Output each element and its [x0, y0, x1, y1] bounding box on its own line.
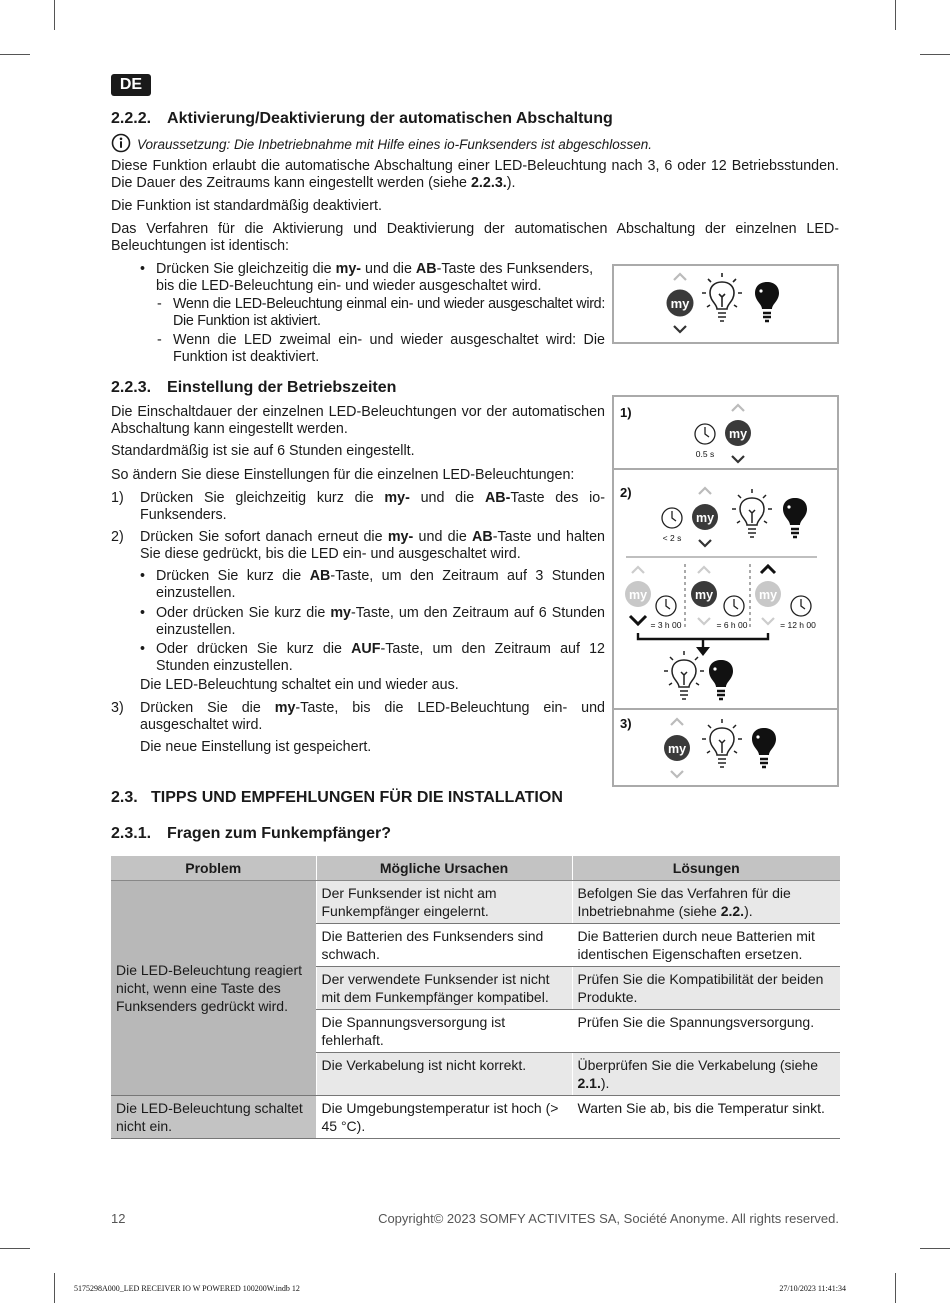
- figure-operating-times: [612, 395, 839, 787]
- dash-mark: -: [157, 296, 162, 312]
- figure-activation: [612, 264, 839, 344]
- table-row: [111, 1096, 840, 1139]
- solution-cell: Prüfen Sie die Kompatibilität der beiden Produkte.: [572, 967, 840, 1010]
- cause-cell: Die Batterien des Funksenders sind schwach.: [316, 924, 572, 967]
- option-3h: Drücken Sie kurz die AB-Taste, um den Zeitraum auf 3 Stunden einzustellen.: [156, 568, 605, 601]
- cause-cell: Der verwendete Funksender ist nicht mit dem Funkempfänger kompatibel.: [316, 967, 572, 1010]
- bulb-outline-icon: [702, 719, 742, 767]
- solution-cell: Warten Sie ab, bis die Temperatur sinkt.: [572, 1096, 840, 1139]
- step-number: 3): [111, 700, 124, 716]
- step-number: 1): [111, 490, 124, 506]
- solution-cell: Überprüfen Sie die Verkabelung (siehe 2.1.).: [572, 1053, 840, 1096]
- crop-mark: [54, 0, 55, 30]
- step-3-result: Die neue Einstellung ist gespeichert.: [140, 739, 372, 755]
- crop-mark: [895, 0, 896, 30]
- table-header-row: [111, 856, 840, 881]
- svg-text:my: my: [758, 588, 778, 602]
- clock-icon: [695, 424, 715, 444]
- svg-text:my: my: [728, 427, 748, 441]
- section-heading-222: 2.2.2. Aktivierung/Deaktivierung der automatischen Abschaltung: [111, 110, 613, 127]
- svg-text:3): 3): [620, 716, 632, 731]
- paragraph-function: Diese Funktion erlaubt die automatische Abschaltung einer LED-Beleuchtung nach 3, 6 oder 12 Betriebsstunden. Die Dauer des Zeitraums kann eingestellt werden (siehe 2.2.3.).: [111, 158, 839, 191]
- solution-cell: Die Batterien durch neue Batterien mit identischen Eigenschaften ersetzen.: [572, 924, 840, 967]
- svg-text:my: my: [694, 588, 714, 602]
- header-causes: Mögliche Ursachen: [316, 856, 572, 881]
- crop-mark: [0, 1248, 30, 1249]
- paragraph-duration: Die Einschaltdauer der einzelnen LED-Beleuchtungen vor der automatischen Abschaltung kann eingestellt werden.: [111, 404, 605, 437]
- crop-mark: [0, 54, 30, 55]
- bulb-filled-icon: [752, 728, 776, 767]
- cause-cell: Die Umgebungstemperatur ist hoch (> 45 °C).: [316, 1096, 572, 1139]
- solution-cell: Befolgen Sie das Verfahren für die Inbetriebnahme (siehe 2.2.).: [572, 881, 840, 924]
- print-timestamp: 27/10/2023 11:41:34: [779, 1284, 846, 1293]
- cause-cell: Der Funksender ist nicht am Funkempfänger eingelernt.: [316, 881, 572, 924]
- bulb-filled-icon: [709, 660, 733, 699]
- cause-cell: Die Verkabelung ist nicht korrekt.: [316, 1053, 572, 1096]
- crop-mark: [920, 1248, 950, 1249]
- paragraph-standard: Standardmäßig ist sie auf 6 Stunden eingestellt.: [111, 443, 415, 459]
- svg-text:my: my: [628, 588, 648, 602]
- problem-cell: Die LED-Beleuchtung reagiert nicht, wenn eine Taste des Funksenders gedrückt wird.: [111, 881, 316, 1096]
- operating-times-illustration: [614, 397, 837, 785]
- dash-deactivated: Wenn die LED zweimal ein- und wieder ausgeschaltet wird: Die Funktion ist deaktiviert.: [173, 332, 605, 365]
- svg-text:my: my: [670, 296, 690, 311]
- cause-cell: Die Spannungsversorgung ist fehlerhaft.: [316, 1010, 572, 1053]
- step-2-result: Die LED-Beleuchtung schaltet ein und wieder aus.: [140, 677, 459, 693]
- clock-icon: [791, 596, 811, 616]
- dash-activated: Wenn die LED-Beleuchtung einmal ein- und wieder ausgeschaltet wird: Die Funktion ist aktiviert.: [173, 296, 605, 329]
- solution-cell: Prüfen Sie die Spannungsversorgung.: [572, 1010, 840, 1053]
- copyright: Copyright© 2023 SOMFY ACTIVITES SA, Société Anonyme. All rights reserved.: [378, 1211, 839, 1226]
- section-heading-23: 2.3. TIPPS UND EMPFEHLUNGEN FÜR DIE INSTALLATION: [111, 789, 563, 806]
- svg-text:0.5 s: 0.5 s: [695, 449, 715, 459]
- step-1: Drücken Sie gleichzeitig kurz die my- und die AB-Taste des io-Funksenders.: [140, 490, 605, 523]
- prerequisite-note: Voraussetzung: Die Inbetriebnahme mit Hilfe eines io-Funksenders ist abgeschlossen.: [111, 133, 652, 153]
- bulb-filled-icon: [783, 498, 807, 537]
- bullet-dot: •: [140, 641, 146, 657]
- bullet-press-buttons: Drücken Sie gleichzeitig die my- und die AB-Taste des Funksenders, bis die LED-Beleuchtung ein- und wieder ausgeschaltet wird.: [156, 261, 594, 294]
- step-number: 2): [111, 529, 124, 545]
- bulb-outline-icon: [732, 489, 772, 537]
- crop-mark: [895, 1273, 896, 1303]
- crop-mark: [54, 1273, 55, 1303]
- svg-text:1): 1): [620, 405, 632, 420]
- problem-cell: Die LED-Beleuchtung schaltet nicht ein.: [111, 1096, 316, 1139]
- header-solutions: Lösungen: [572, 856, 840, 881]
- paragraph-default: Die Funktion ist standardmäßig deaktiviert.: [111, 198, 382, 214]
- clock-icon: [724, 596, 744, 616]
- clock-icon: [656, 596, 676, 616]
- section-heading-231: 2.3.1. Fragen zum Funkempfänger?: [111, 825, 392, 842]
- bullet-dot: •: [140, 605, 146, 621]
- option-6h: Oder drücken Sie kurz die my-Taste, um den Zeitraum auf 6 Stunden einzustellen.: [156, 605, 605, 638]
- bulb-outline-icon: [664, 651, 704, 699]
- crop-mark: [920, 54, 950, 55]
- bullet-dot: •: [140, 261, 146, 277]
- bullet-dot: •: [140, 568, 146, 584]
- section-heading-223: 2.2.3. Einstellung der Betriebszeiten: [111, 379, 397, 396]
- clock-icon: [662, 508, 682, 528]
- file-slug: 5175298A000_LED RECEIVER IO W POWERED 100200W.indb 12: [74, 1284, 300, 1293]
- activation-illustration: [614, 266, 837, 342]
- troubleshooting-table: [111, 856, 840, 1139]
- svg-text:< 2 s: < 2 s: [662, 533, 682, 543]
- header-problem: Problem: [111, 856, 316, 881]
- page-number: 12: [111, 1211, 126, 1226]
- svg-text:= 3 h 00: = 3 h 00: [650, 620, 682, 630]
- bulb-outline-icon: [702, 273, 742, 321]
- svg-text:= 12 h 00: = 12 h 00: [780, 620, 816, 630]
- svg-text:2): 2): [620, 485, 632, 500]
- language-badge: DE: [111, 74, 151, 96]
- info-icon: [111, 133, 131, 153]
- step-2: Drücken Sie sofort danach erneut die my- und die AB-Taste und halten Sie diese gedrückt, bis die LED ein- und ausgeschaltet wird.: [140, 529, 605, 562]
- paragraph-procedure: Das Verfahren für die Aktivierung und Deaktivierung der automatischen Abschaltung der einzelnen LED-Beleuchtungen ist identisch:: [111, 221, 839, 254]
- svg-text:my: my: [695, 511, 715, 525]
- table-row: [111, 881, 840, 924]
- svg-text:my: my: [667, 742, 687, 756]
- paragraph-change: So ändern Sie diese Einstellungen für die einzelnen LED-Beleuchtungen:: [111, 467, 575, 483]
- svg-text:= 6 h 00: = 6 h 00: [716, 620, 748, 630]
- bulb-filled-icon: [755, 282, 779, 321]
- dash-mark: -: [157, 332, 162, 348]
- option-12h: Oder drücken Sie kurz die AUF-Taste, um den Zeitraum auf 12 Stunden einzustellen.: [156, 641, 605, 674]
- step-3: Drücken Sie die my-Taste, bis die LED-Beleuchtung ein- und ausgeschaltet wird.: [140, 700, 605, 733]
